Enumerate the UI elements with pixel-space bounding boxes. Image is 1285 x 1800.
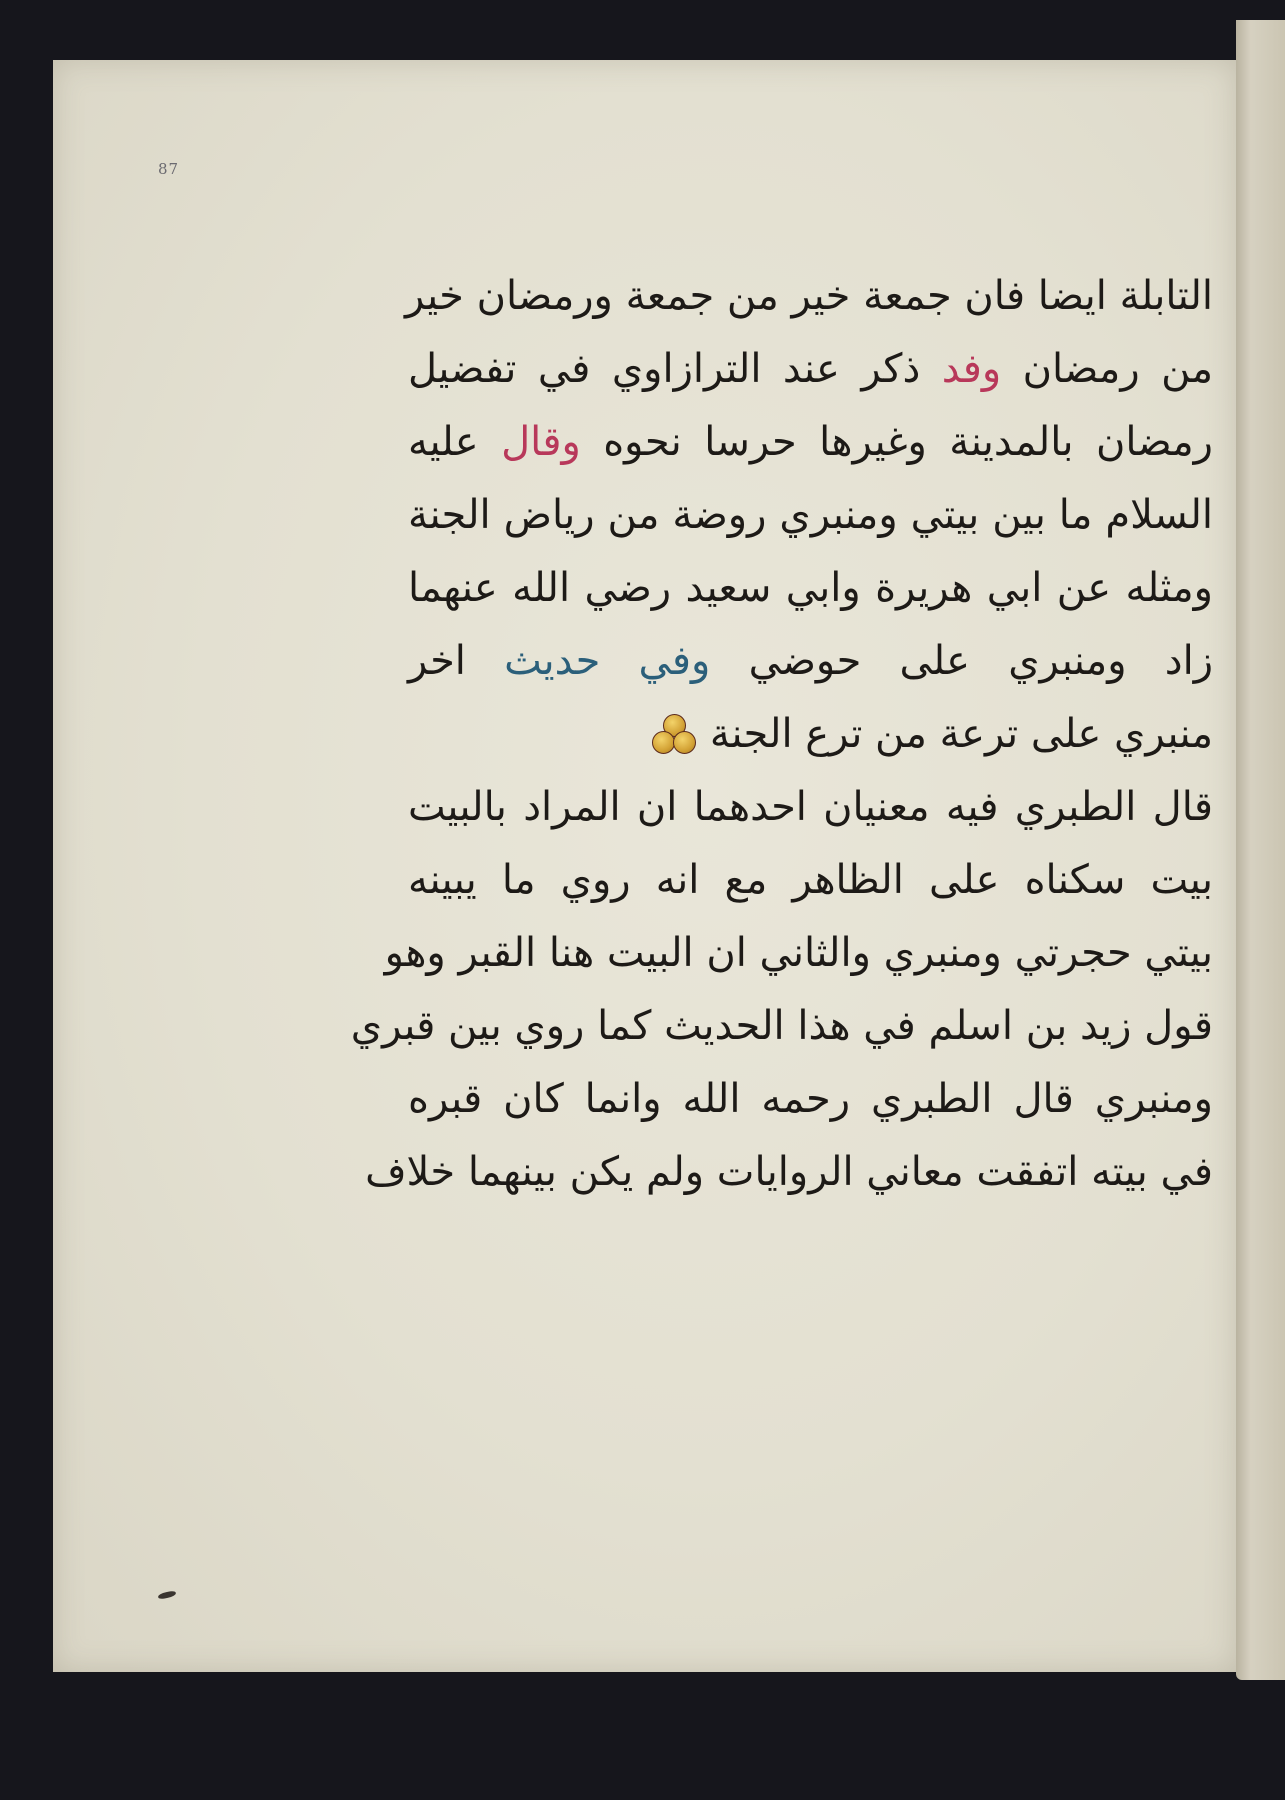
manuscript-line [350,990,1213,1063]
text-segment: زاد ومنبري على حوضي [710,638,1214,684]
text-segment: قول زيد بن اسلم في هذا الحديث كما روي بين قبري [350,1003,1213,1049]
manuscript-line [408,771,1213,844]
manuscript-line [408,625,1213,698]
text-segment: عليه [408,419,502,465]
text-segment: في بيته اتفقت معاني الروايات ولم يكن بينهما خلاف [365,1149,1213,1195]
text-segment: اخر [408,638,505,684]
text-segment: من رمضان [1001,346,1214,392]
folio-number: 87 [158,160,180,178]
text-segment: رمضان بالمدينة وغيرها حرسا نحوه [580,419,1213,465]
gold-rosette-ornament [652,714,696,758]
rubric-segment: وقال [501,419,581,465]
text-segment: بيتي حجرتي ومنبري والثاني ان البيت هنا القبر وهو [384,930,1213,976]
manuscript-text-block [350,260,1214,1209]
text-segment: ومنبري قال الطبري رحمه الله وانما كان قبره [408,1076,1213,1122]
facing-page-edge [1236,20,1285,1680]
manuscript-line [408,552,1213,625]
rubric-segment: وفي حديث [504,638,711,684]
manuscript-line [408,406,1213,479]
text-segment: ذكر عند الترازاوي في تفضيل [408,346,942,392]
manuscript-line [404,260,1213,333]
rubric-segment: وفد [941,346,1002,392]
manuscript-line [408,844,1213,917]
manuscript-line [408,333,1213,406]
manuscript-line [408,479,1213,552]
text-segment: منبري على ترعة من ترع الجنة [709,711,1213,757]
text-segment: ومثله عن ابي هريرة وابي سعيد رضي الله عنهما [408,565,1213,611]
manuscript-line [365,1136,1213,1209]
text-segment: السلام ما بين بيتي ومنبري روضة من رياض الجنة [408,492,1213,538]
manuscript-folio [53,60,1236,1672]
ink-blot [158,1590,177,1600]
text-segment: بيت سكناه على الظاهر مع انه روي ما يبينه [408,857,1213,903]
manuscript-line [408,1063,1213,1136]
text-segment: التابلة ايضا فان جمعة خير من جمعة ورمضان خير [404,273,1213,319]
manuscript-line [384,917,1213,990]
text-segment: قال الطبري فيه معنيان احدهما ان المراد بالبيت [408,784,1213,830]
manuscript-line [408,698,1213,771]
